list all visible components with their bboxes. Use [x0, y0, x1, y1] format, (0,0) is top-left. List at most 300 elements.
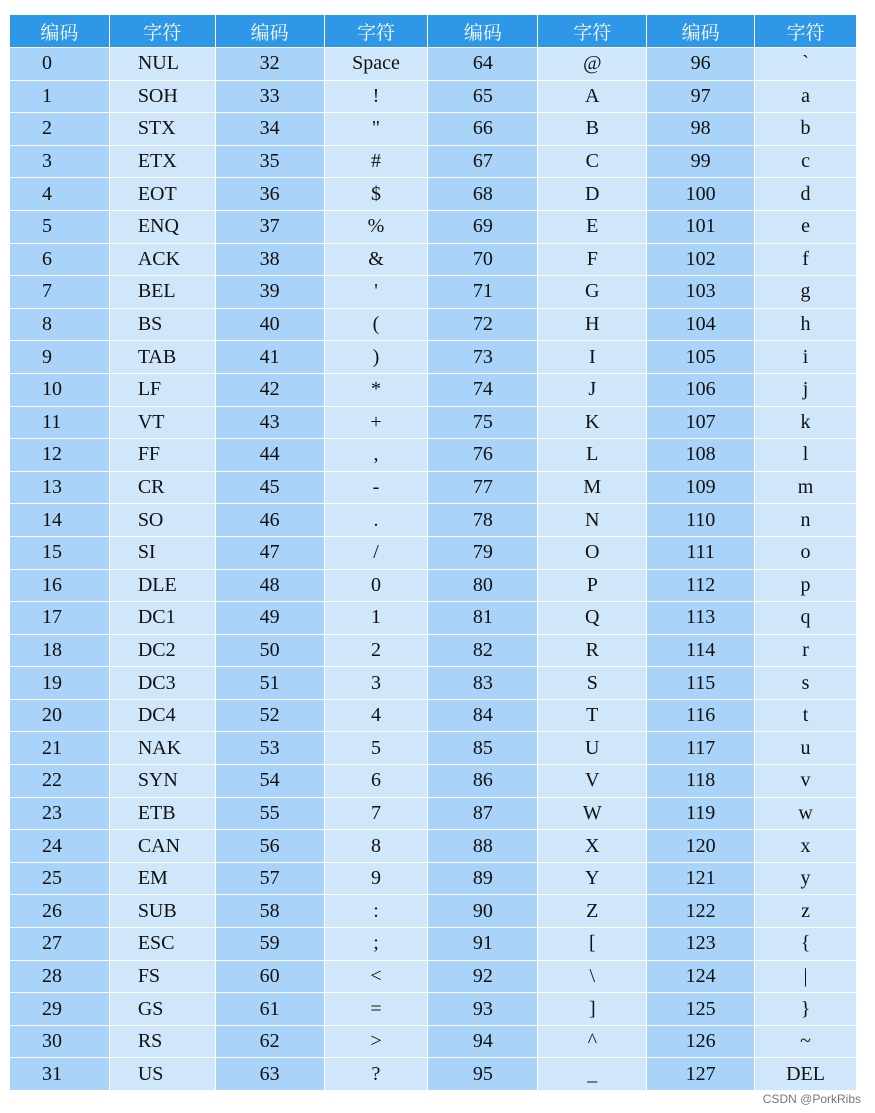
code-cell: 61 — [216, 993, 324, 1025]
code-cell: 79 — [428, 537, 537, 569]
code-cell: 64 — [428, 48, 537, 80]
char-cell: ACK — [110, 244, 215, 276]
char-cell: } — [755, 993, 856, 1025]
table-row — [10, 113, 856, 145]
code-cell: 47 — [216, 537, 324, 569]
char-cell: t — [755, 700, 856, 732]
code-cell: 68 — [428, 178, 537, 210]
char-cell: VT — [110, 407, 215, 439]
table-row — [10, 309, 856, 341]
char-cell: DC3 — [110, 667, 215, 699]
char-cell: O — [538, 537, 646, 569]
table-row — [10, 1058, 856, 1090]
code-cell: 87 — [428, 798, 537, 830]
char-cell: ! — [325, 81, 428, 113]
code-cell: 30 — [10, 1026, 109, 1058]
table-header — [10, 15, 856, 47]
char-cell: / — [325, 537, 428, 569]
code-cell: 117 — [647, 732, 754, 764]
code-cell: 17 — [10, 602, 109, 634]
code-cell: 82 — [428, 635, 537, 667]
char-cell: 9 — [325, 863, 428, 895]
code-cell: 98 — [647, 113, 754, 145]
char-cell: a — [755, 81, 856, 113]
char-cell: 0 — [325, 570, 428, 602]
char-cell: F — [538, 244, 646, 276]
char-cell: R — [538, 635, 646, 667]
char-cell: 1 — [325, 602, 428, 634]
table-row — [10, 863, 856, 895]
char-cell: ESC — [110, 928, 215, 960]
code-cell: 81 — [428, 602, 537, 634]
code-cell: 52 — [216, 700, 324, 732]
char-cell: SI — [110, 537, 215, 569]
char-cell: M — [538, 472, 646, 504]
code-cell: 49 — [216, 602, 324, 634]
code-cell: 31 — [10, 1058, 109, 1090]
char-cell: ( — [325, 309, 428, 341]
code-cell: 2 — [10, 113, 109, 145]
table-body — [10, 48, 856, 1090]
char-cell: . — [325, 504, 428, 536]
char-cell: SOH — [110, 81, 215, 113]
char-cell: E — [538, 211, 646, 243]
char-cell: j — [755, 374, 856, 406]
code-cell: 101 — [647, 211, 754, 243]
char-cell: h — [755, 309, 856, 341]
code-cell: 62 — [216, 1026, 324, 1058]
char-cell: ETX — [110, 146, 215, 178]
code-cell: 36 — [216, 178, 324, 210]
char-cell: ? — [325, 1058, 428, 1090]
code-cell: 46 — [216, 504, 324, 536]
char-cell: DC1 — [110, 602, 215, 634]
code-cell: 103 — [647, 276, 754, 308]
char-cell: T — [538, 700, 646, 732]
code-cell: 44 — [216, 439, 324, 471]
char-cell: - — [325, 472, 428, 504]
code-cell: 8 — [10, 309, 109, 341]
code-cell: 37 — [216, 211, 324, 243]
code-cell: 42 — [216, 374, 324, 406]
table-row — [10, 602, 856, 634]
char-cell: ETB — [110, 798, 215, 830]
char-cell: SO — [110, 504, 215, 536]
table-row — [10, 81, 856, 113]
char-cell: ) — [325, 341, 428, 373]
table-row — [10, 374, 856, 406]
char-cell: { — [755, 928, 856, 960]
char-cell: 5 — [325, 732, 428, 764]
code-cell: 54 — [216, 765, 324, 797]
code-cell: 45 — [216, 472, 324, 504]
char-cell: SYN — [110, 765, 215, 797]
char-cell: DLE — [110, 570, 215, 602]
code-cell: 70 — [428, 244, 537, 276]
char-cell: G — [538, 276, 646, 308]
code-cell: 22 — [10, 765, 109, 797]
char-cell: & — [325, 244, 428, 276]
header-code-2: 编码 — [216, 15, 324, 47]
code-cell: 86 — [428, 765, 537, 797]
code-cell: 32 — [216, 48, 324, 80]
code-cell: 104 — [647, 309, 754, 341]
char-cell: DC4 — [110, 700, 215, 732]
char-cell: ; — [325, 928, 428, 960]
code-cell: 102 — [647, 244, 754, 276]
code-cell: 1 — [10, 81, 109, 113]
code-cell: 122 — [647, 895, 754, 927]
table-row — [10, 993, 856, 1025]
char-cell: 3 — [325, 667, 428, 699]
code-cell: 124 — [647, 961, 754, 993]
code-cell: 107 — [647, 407, 754, 439]
char-cell: U — [538, 732, 646, 764]
char-cell: ^ — [538, 1026, 646, 1058]
char-cell: N — [538, 504, 646, 536]
code-cell: 33 — [216, 81, 324, 113]
header-code-4: 编码 — [647, 15, 754, 47]
code-cell: 65 — [428, 81, 537, 113]
table-row — [10, 439, 856, 471]
char-cell: , — [325, 439, 428, 471]
code-cell: 96 — [647, 48, 754, 80]
char-cell: Z — [538, 895, 646, 927]
char-cell: US — [110, 1058, 215, 1090]
char-cell: + — [325, 407, 428, 439]
char-cell: z — [755, 895, 856, 927]
char-cell: 8 — [325, 830, 428, 862]
char-cell: x — [755, 830, 856, 862]
code-cell: 95 — [428, 1058, 537, 1090]
code-cell: 108 — [647, 439, 754, 471]
char-cell: BEL — [110, 276, 215, 308]
code-cell: 80 — [428, 570, 537, 602]
code-cell: 118 — [647, 765, 754, 797]
char-cell: m — [755, 472, 856, 504]
char-cell: RS — [110, 1026, 215, 1058]
code-cell: 23 — [10, 798, 109, 830]
code-cell: 76 — [428, 439, 537, 471]
code-cell: 113 — [647, 602, 754, 634]
table-row — [10, 341, 856, 373]
table-row — [10, 830, 856, 862]
char-cell: > — [325, 1026, 428, 1058]
char-cell: P — [538, 570, 646, 602]
code-cell: 125 — [647, 993, 754, 1025]
header-char-1: 字符 — [110, 15, 215, 47]
code-cell: 9 — [10, 341, 109, 373]
code-cell: 85 — [428, 732, 537, 764]
code-cell: 126 — [647, 1026, 754, 1058]
code-cell: 83 — [428, 667, 537, 699]
char-cell: D — [538, 178, 646, 210]
char-cell: SUB — [110, 895, 215, 927]
table-row — [10, 732, 856, 764]
char-cell: e — [755, 211, 856, 243]
code-cell: 29 — [10, 993, 109, 1025]
char-cell: d — [755, 178, 856, 210]
code-cell: 34 — [216, 113, 324, 145]
char-cell: q — [755, 602, 856, 634]
code-cell: 15 — [10, 537, 109, 569]
char-cell: ` — [755, 48, 856, 80]
char-cell: L — [538, 439, 646, 471]
code-cell: 16 — [10, 570, 109, 602]
char-cell: k — [755, 407, 856, 439]
code-cell: 93 — [428, 993, 537, 1025]
char-cell: s — [755, 667, 856, 699]
char-cell: DC2 — [110, 635, 215, 667]
char-cell: w — [755, 798, 856, 830]
char-cell: H — [538, 309, 646, 341]
code-cell: 121 — [647, 863, 754, 895]
char-cell: \ — [538, 961, 646, 993]
char-cell: S — [538, 667, 646, 699]
char-cell: c — [755, 146, 856, 178]
code-cell: 84 — [428, 700, 537, 732]
char-cell: LF — [110, 374, 215, 406]
code-cell: 97 — [647, 81, 754, 113]
code-cell: 7 — [10, 276, 109, 308]
char-cell: f — [755, 244, 856, 276]
char-cell: CAN — [110, 830, 215, 862]
char-cell: ~ — [755, 1026, 856, 1058]
char-cell: BS — [110, 309, 215, 341]
char-cell: g — [755, 276, 856, 308]
char-cell: C — [538, 146, 646, 178]
code-cell: 6 — [10, 244, 109, 276]
code-cell: 88 — [428, 830, 537, 862]
char-cell: EOT — [110, 178, 215, 210]
table-row — [10, 961, 856, 993]
code-cell: 123 — [647, 928, 754, 960]
code-cell: 73 — [428, 341, 537, 373]
code-cell: 4 — [10, 178, 109, 210]
char-cell: FS — [110, 961, 215, 993]
char-cell: $ — [325, 178, 428, 210]
code-cell: 114 — [647, 635, 754, 667]
watermark: CSDN @PorkRibs — [762, 1092, 861, 1106]
char-cell: V — [538, 765, 646, 797]
char-cell: STX — [110, 113, 215, 145]
header-char-2: 字符 — [325, 15, 428, 47]
char-cell: ENQ — [110, 211, 215, 243]
code-cell: 72 — [428, 309, 537, 341]
code-cell: 35 — [216, 146, 324, 178]
char-cell: v — [755, 765, 856, 797]
code-cell: 91 — [428, 928, 537, 960]
code-cell: 12 — [10, 439, 109, 471]
code-cell: 75 — [428, 407, 537, 439]
code-cell: 19 — [10, 667, 109, 699]
code-cell: 120 — [647, 830, 754, 862]
code-cell: 11 — [10, 407, 109, 439]
table-row — [10, 48, 856, 80]
table-row — [10, 178, 856, 210]
table-row — [10, 146, 856, 178]
code-cell: 0 — [10, 48, 109, 80]
code-cell: 59 — [216, 928, 324, 960]
char-cell: GS — [110, 993, 215, 1025]
char-cell: * — [325, 374, 428, 406]
table-row — [10, 570, 856, 602]
code-cell: 58 — [216, 895, 324, 927]
code-cell: 40 — [216, 309, 324, 341]
char-cell: n — [755, 504, 856, 536]
code-cell: 18 — [10, 635, 109, 667]
code-cell: 100 — [647, 178, 754, 210]
code-cell: 119 — [647, 798, 754, 830]
code-cell: 92 — [428, 961, 537, 993]
table-row — [10, 211, 856, 243]
char-cell: y — [755, 863, 856, 895]
char-cell: p — [755, 570, 856, 602]
char-cell: K — [538, 407, 646, 439]
code-cell: 67 — [428, 146, 537, 178]
code-cell: 3 — [10, 146, 109, 178]
ascii-table — [9, 14, 857, 1091]
char-cell: [ — [538, 928, 646, 960]
ascii-table-container — [9, 14, 857, 1091]
char-cell: % — [325, 211, 428, 243]
table-row — [10, 504, 856, 536]
code-cell: 115 — [647, 667, 754, 699]
code-cell: 25 — [10, 863, 109, 895]
char-cell: NUL — [110, 48, 215, 80]
code-cell: 28 — [10, 961, 109, 993]
code-cell: 63 — [216, 1058, 324, 1090]
char-cell: DEL — [755, 1058, 856, 1090]
char-cell: I — [538, 341, 646, 373]
char-cell: Space — [325, 48, 428, 80]
table-row — [10, 798, 856, 830]
code-cell: 60 — [216, 961, 324, 993]
code-cell: 13 — [10, 472, 109, 504]
table-row — [10, 244, 856, 276]
code-cell: 90 — [428, 895, 537, 927]
char-cell: i — [755, 341, 856, 373]
code-cell: 24 — [10, 830, 109, 862]
code-cell: 89 — [428, 863, 537, 895]
code-cell: 74 — [428, 374, 537, 406]
char-cell: FF — [110, 439, 215, 471]
char-cell: X — [538, 830, 646, 862]
code-cell: 94 — [428, 1026, 537, 1058]
code-cell: 57 — [216, 863, 324, 895]
code-cell: 50 — [216, 635, 324, 667]
code-cell: 55 — [216, 798, 324, 830]
char-cell: EM — [110, 863, 215, 895]
table-row — [10, 276, 856, 308]
table-row — [10, 667, 856, 699]
code-cell: 112 — [647, 570, 754, 602]
char-cell: 2 — [325, 635, 428, 667]
code-cell: 10 — [10, 374, 109, 406]
code-cell: 66 — [428, 113, 537, 145]
code-cell: 26 — [10, 895, 109, 927]
code-cell: 77 — [428, 472, 537, 504]
char-cell: TAB — [110, 341, 215, 373]
code-cell: 21 — [10, 732, 109, 764]
table-row — [10, 635, 856, 667]
code-cell: 56 — [216, 830, 324, 862]
char-cell: J — [538, 374, 646, 406]
header-code-1: 编码 — [10, 15, 109, 47]
table-row — [10, 895, 856, 927]
code-cell: 106 — [647, 374, 754, 406]
code-cell: 71 — [428, 276, 537, 308]
code-cell: 111 — [647, 537, 754, 569]
code-cell: 51 — [216, 667, 324, 699]
char-cell: Q — [538, 602, 646, 634]
char-cell: u — [755, 732, 856, 764]
char-cell: @ — [538, 48, 646, 80]
code-cell: 105 — [647, 341, 754, 373]
char-cell: A — [538, 81, 646, 113]
code-cell: 39 — [216, 276, 324, 308]
char-cell: Y — [538, 863, 646, 895]
header-char-4: 字符 — [755, 15, 856, 47]
char-cell: 7 — [325, 798, 428, 830]
char-cell: o — [755, 537, 856, 569]
code-cell: 99 — [647, 146, 754, 178]
code-cell: 38 — [216, 244, 324, 276]
code-cell: 110 — [647, 504, 754, 536]
char-cell: " — [325, 113, 428, 145]
char-cell: = — [325, 993, 428, 1025]
char-cell: _ — [538, 1058, 646, 1090]
table-row — [10, 537, 856, 569]
table-row — [10, 407, 856, 439]
table-row — [10, 928, 856, 960]
char-cell: 6 — [325, 765, 428, 797]
char-cell: < — [325, 961, 428, 993]
code-cell: 27 — [10, 928, 109, 960]
code-cell: 69 — [428, 211, 537, 243]
char-cell: ] — [538, 993, 646, 1025]
char-cell: 4 — [325, 700, 428, 732]
char-cell: CR — [110, 472, 215, 504]
code-cell: 41 — [216, 341, 324, 373]
code-cell: 127 — [647, 1058, 754, 1090]
char-cell: l — [755, 439, 856, 471]
code-cell: 53 — [216, 732, 324, 764]
header-char-3: 字符 — [538, 15, 646, 47]
char-cell: | — [755, 961, 856, 993]
header-row — [10, 15, 856, 47]
char-cell: # — [325, 146, 428, 178]
char-cell: B — [538, 113, 646, 145]
code-cell: 14 — [10, 504, 109, 536]
table-row — [10, 472, 856, 504]
table-row — [10, 700, 856, 732]
table-row — [10, 1026, 856, 1058]
code-cell: 116 — [647, 700, 754, 732]
char-cell: b — [755, 113, 856, 145]
code-cell: 5 — [10, 211, 109, 243]
code-cell: 43 — [216, 407, 324, 439]
header-code-3: 编码 — [428, 15, 537, 47]
code-cell: 78 — [428, 504, 537, 536]
code-cell: 48 — [216, 570, 324, 602]
char-cell: : — [325, 895, 428, 927]
code-cell: 109 — [647, 472, 754, 504]
table-row — [10, 765, 856, 797]
char-cell: W — [538, 798, 646, 830]
char-cell: ' — [325, 276, 428, 308]
code-cell: 20 — [10, 700, 109, 732]
